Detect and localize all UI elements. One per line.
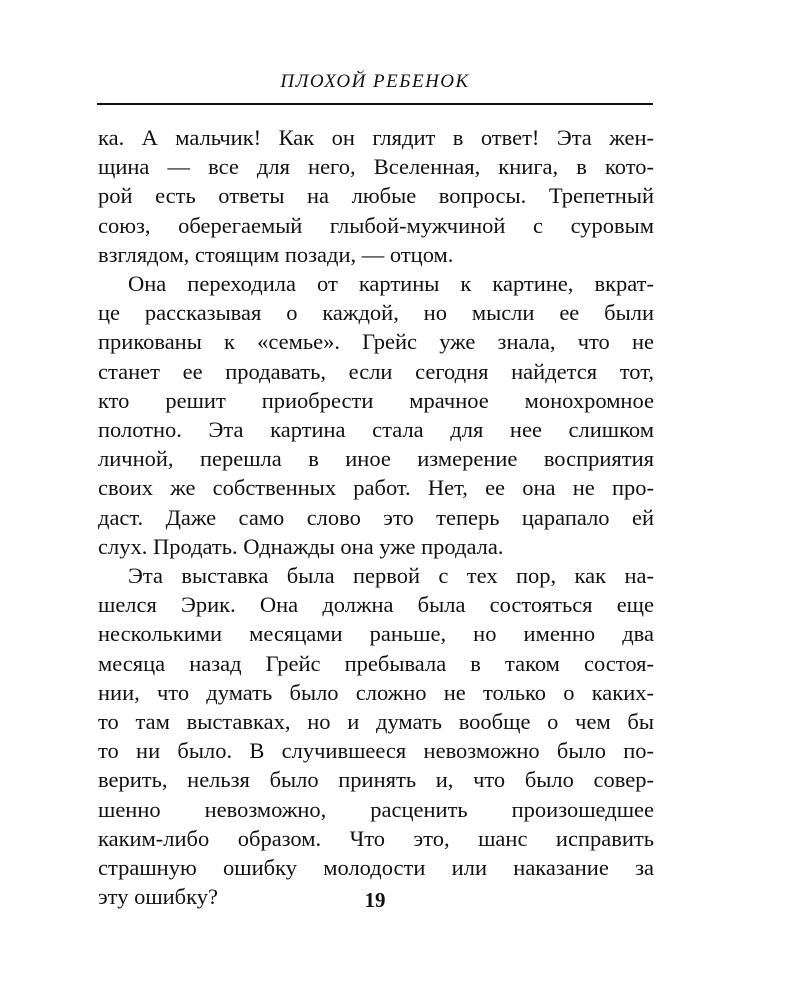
- text-line: эту ошибку?: [98, 884, 218, 910]
- text-line: то ни было. В случившееся невозможно было по-: [98, 738, 654, 764]
- text-line: личной, перешла в иное измерение восприятия: [98, 446, 654, 472]
- text-line: союз, оберегаемый глыбой-мужчиной с суровым: [98, 212, 654, 238]
- page-number: 19: [364, 888, 386, 912]
- text-line: взглядом, стоящим позади, — отцом.: [98, 241, 454, 267]
- paragraph-1: [98, 123, 654, 269]
- body-text: [98, 123, 654, 911]
- text-line: прикованы к «семье». Грейс уже знала, что не: [98, 329, 654, 355]
- text-line: даст. Даже само слово это теперь царапало ей: [98, 504, 654, 530]
- text-line: шелся Эрик. Она должна была состояться еще: [98, 592, 654, 618]
- paragraph-2: [98, 269, 654, 561]
- header-divider: [97, 103, 653, 105]
- text-line: це рассказывая о каждой, но мысли ее были: [98, 300, 654, 326]
- text-line: рой есть ответы на любые вопросы. Трепетный: [98, 183, 654, 209]
- text-line: шенно невозможно, расценить произошедшее: [98, 796, 654, 822]
- text-line: кто решит приобрести мрачное монохромное: [98, 387, 654, 413]
- text-line: месяца назад Грейс пребывала в таком состоя-: [98, 650, 654, 676]
- text-line: несколькими месяцами раньше, но именно два: [98, 621, 654, 647]
- text-line: Эта выставка была первой с тех пор, как на-: [128, 563, 654, 589]
- text-line: ка. А мальчик! Как он глядит в ответ! Эта жен-: [98, 125, 654, 150]
- text-line: полотно. Эта картина стала для нее слишком: [98, 417, 654, 443]
- text-line: каким-либо образом. Что это, шанс исправить: [98, 825, 654, 851]
- running-header: ПЛОХОЙ РЕБЕНОК: [280, 71, 470, 92]
- text-line: страшную ошибку молодости или наказание за: [98, 855, 654, 881]
- text-line: нии, что думать было сложно не только о каких-: [98, 679, 654, 705]
- paragraph-3: [98, 561, 654, 911]
- text-line: щина — все для него, Вселенная, книга, в кото-: [98, 154, 654, 180]
- text-line: станет ее продавать, если сегодня найдется тот,: [98, 358, 654, 384]
- text-line: то там выставках, но и думать вообще о чем бы: [98, 709, 654, 735]
- text-line: своих же собственных работ. Нет, ее она не про-: [98, 475, 654, 501]
- text-line: Она переходила от картины к картине, вкрат-: [128, 271, 654, 297]
- text-line: слух. Продать. Однажды она уже продала.: [98, 533, 504, 559]
- text-line: верить, нельзя было принять и, что было совер-: [98, 767, 654, 793]
